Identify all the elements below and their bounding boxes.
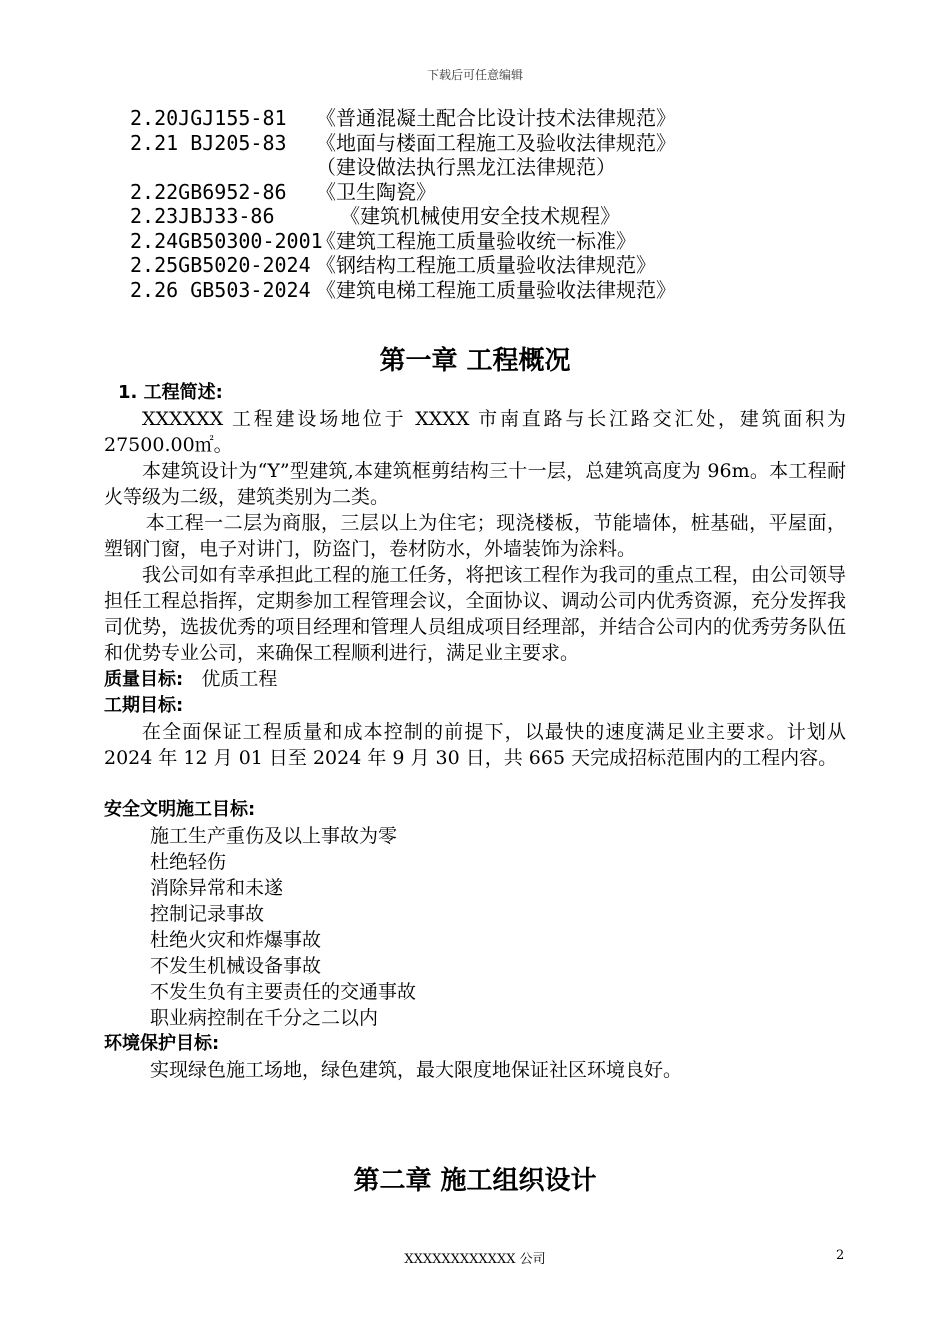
section-heading: 1. 工程简述:: [118, 382, 223, 403]
reference-title: 《地面与楼面工程施工及验收法律规范》: [316, 130, 676, 155]
reference-title: 《钢结构工程施工质量验收法律规范》: [316, 253, 656, 277]
quality-label: 质量目标:: [104, 669, 184, 690]
chapter-2-title: 第二章 施工组织设计: [353, 1166, 597, 1196]
reference-list: [130, 106, 676, 302]
safety-item: 不发生机械设备事故: [150, 955, 322, 977]
quality-value: 优质工程: [201, 668, 278, 690]
reference-item: [130, 204, 676, 229]
page-number: 2: [836, 1248, 845, 1263]
paragraph: 本建筑设计为“Y”型建筑,本建筑框剪结构三十一层，总建筑高度为 96m。本工程耐火等级为二级，建筑类别为二类。: [104, 460, 846, 508]
reference-code: 2.24GB50300-2001: [130, 228, 323, 253]
safety-item: 职业病控制在千分之二以内: [150, 1007, 379, 1029]
safety-label: 安全文明施工目标:: [104, 799, 256, 820]
reference-title: 《卫生陶瓷》: [316, 179, 436, 204]
chapter-1-title: 第一章 工程概况: [379, 346, 571, 376]
env-label: 环境保护目标:: [104, 1033, 220, 1054]
reference-item: [130, 131, 676, 156]
reference-item: [130, 229, 676, 254]
reference-item: [130, 155, 676, 180]
reference-item: [130, 180, 676, 205]
page-header-note: 下载后可任意编辑: [426, 68, 523, 82]
quality-goal: [104, 666, 846, 693]
spacer: [104, 771, 846, 797]
paragraph: XXXXXX 工程建设场地位于 XXXX 市南直路与长江路交汇处，建筑面积为 27500.00㎡。: [104, 408, 846, 456]
reference-code: 2.23JBJ33-86: [130, 204, 275, 228]
safety-item: 不发生负有主要责任的交通事故: [150, 981, 417, 1003]
reference-title: 《建筑电梯工程施工质量验收法律规范》: [316, 277, 676, 302]
env-text: 实现绿色施工场地，绿色建筑，最大限度地保证社区环境良好。: [150, 1059, 683, 1081]
reference-code: 2.21 BJ205-83: [130, 130, 287, 155]
reference-code: 2.26 GB503-2024: [130, 277, 311, 302]
paragraph: 本工程一二层为商服，三层以上为住宅；现浇楼板，节能墙体，桩基础，平屋面，塑钢门窗，电子对讲门，防盗门，卷材防水，外墙装饰为涂料。: [104, 512, 846, 560]
paragraph: 我公司如有幸承担此工程的施工任务，将把该工程作为我司的重点工程，由公司领导担任工程总指挥，定期参加工程管理会议，全面协议、调动公司内优秀资源，充分发挥我司优势，选拔优秀的项目经理和管理人员组成项目经理部，并结合公司内的优秀劳务队伍和优势专业公司，来确保工程顺利进行，满足业主要求。: [104, 564, 846, 664]
reference-item: [130, 106, 676, 131]
reference-item: [130, 253, 676, 278]
safety-item: 施工生产重伤及以上事故为零: [150, 825, 398, 847]
reference-code: 2.20JGJ155-81: [130, 106, 287, 130]
footer-company: XXXXXXXXXXXX 公司: [404, 1252, 546, 1267]
safety-item: 杜绝火灾和炸爆事故: [150, 929, 322, 951]
chapter-1-body: [104, 380, 846, 1083]
safety-item: 控制记录事故: [150, 903, 265, 925]
reference-code: 2.25GB5020-2024: [130, 253, 311, 277]
reference-item: [130, 278, 676, 303]
schedule-text: 在全面保证工程质量和成本控制的前提下，以最快的速度满足业主要求。计划从 2024 年 12 月 01 日至 2024 年 9 月 30 日，共 665 天完成招标范围内的工程内容。: [104, 721, 846, 769]
reference-title: （建设做法执行黑龙江法律规范）: [316, 155, 616, 179]
reference-title: 《建筑工程施工质量验收统一标准》: [316, 228, 636, 253]
safety-item: 杜绝轻伤: [150, 851, 227, 873]
reference-code: 2.22GB6952-86: [130, 179, 287, 204]
schedule-label: 工期目标:: [104, 695, 184, 716]
safety-item: 消除异常和未遂: [150, 877, 284, 899]
reference-title: 《普通混凝土配合比设计技术法律规范》: [316, 106, 676, 130]
reference-title: 《建筑机械使用安全技术规程》: [316, 204, 621, 228]
